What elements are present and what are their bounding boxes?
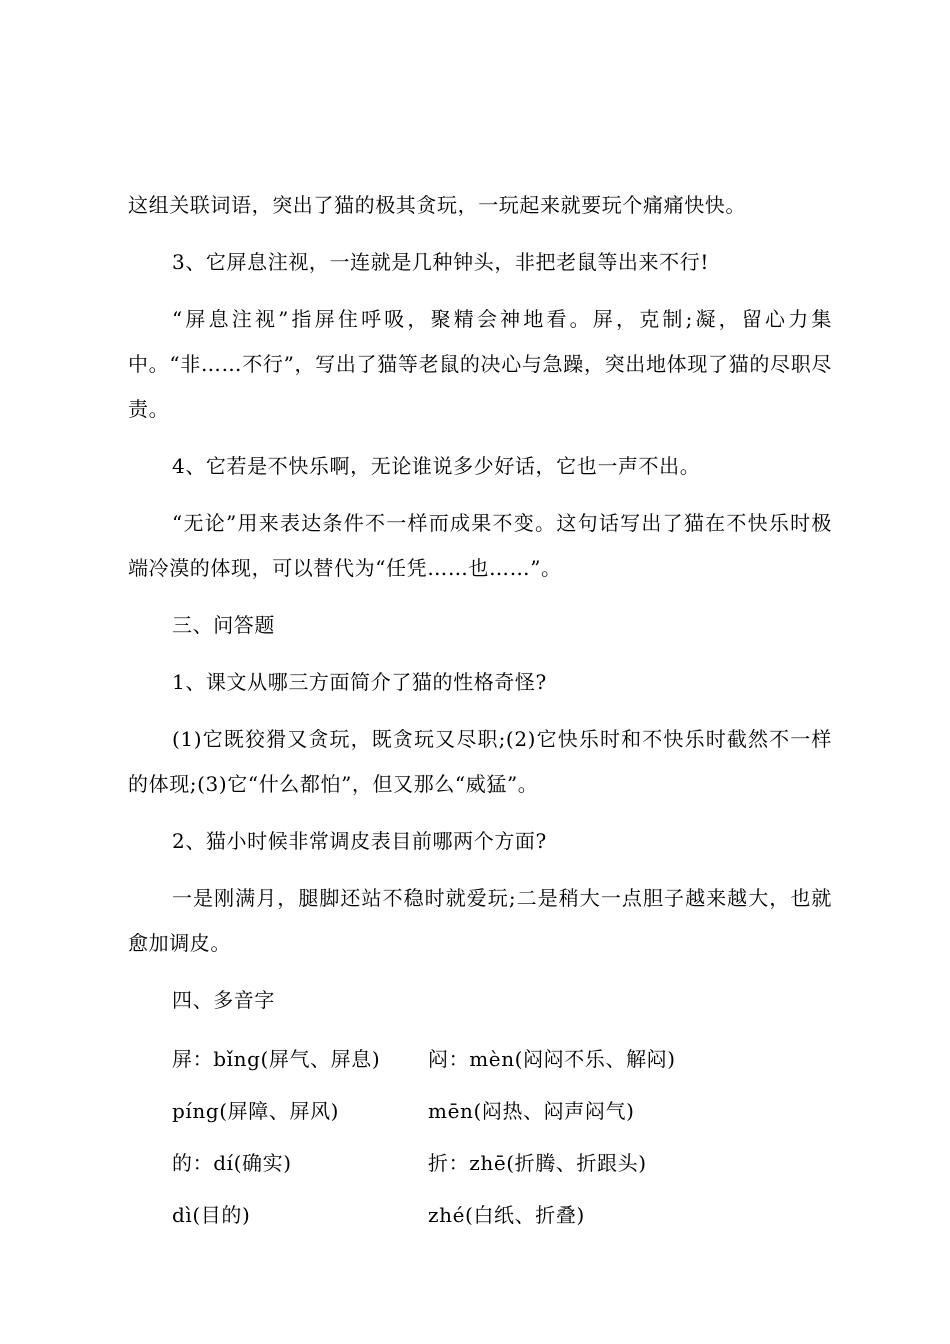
section-heading-qa: 三、问答题 (172, 613, 275, 637)
polyphone-row (128, 1035, 832, 1080)
question-1: 1、课文从哪三方面简介了猫的性格奇怪? (172, 670, 547, 694)
polyphone-row (128, 1087, 832, 1132)
polyphone-left: 屏：bǐng(屏气、屏息) (172, 1047, 381, 1071)
polyphone-row (128, 1191, 832, 1236)
polyphone-row (128, 1139, 832, 1184)
polyphone-left: píng(屏障、屏风) (172, 1099, 340, 1123)
section-heading-polyphones: 四、多音字 (172, 988, 275, 1012)
polyphone-right: 折：zhē(折腾、折跟头) (428, 1151, 647, 1175)
paragraph-1: 这组关联词语，突出了猫的极其贪玩，一玩起来就要玩个痛痛快快。 (128, 193, 746, 217)
paragraph-2: 3、它屏息注视，一连就是几种钟头，非把老鼠等出来不行! (172, 250, 709, 274)
polyphone-left: dì(目的) (172, 1203, 251, 1227)
document-body (128, 183, 832, 1243)
answer-1: (1)它既狡猾又贪玩，既贪玩又尽职;(2)它快乐时和不快乐时截然不一样的体现;(3)它“什么都怕”，但又那么“威猛”。 (128, 727, 832, 796)
polyphone-right: zhé(白纸、折叠) (428, 1203, 585, 1227)
paragraph-4: 4、它若是不快乐啊，无论谁说多少好话，它也一声不出。 (172, 454, 701, 478)
polyphone-right: 闷：mèn(闷闷不乐、解闷) (428, 1047, 676, 1071)
polyphone-right: mēn(闷热、闷声闷气) (428, 1099, 635, 1123)
answer-2: 一是刚满月，腿脚还站不稳时就爱玩;二是稍大一点胆子越来越大，也就愈加调皮。 (128, 886, 832, 955)
paragraph-3: “屏息注视”指屏住呼吸，聚精会神地看。屏，克制;凝，留心力集中。“非……不行”，写出了猫等老鼠的决心与急躁，突出地体现了猫的尽职尽责。 (128, 307, 832, 421)
polyphone-left: 的：dí(确实) (172, 1151, 292, 1175)
paragraph-5: “无论”用来表达条件不一样而成果不变。这句话写出了猫在不快乐时极端冷漠的体现，可以替代为“任凭……也……”。 (128, 511, 832, 580)
question-2: 2、猫小时候非常调皮表目前哪两个方面? (172, 829, 547, 853)
